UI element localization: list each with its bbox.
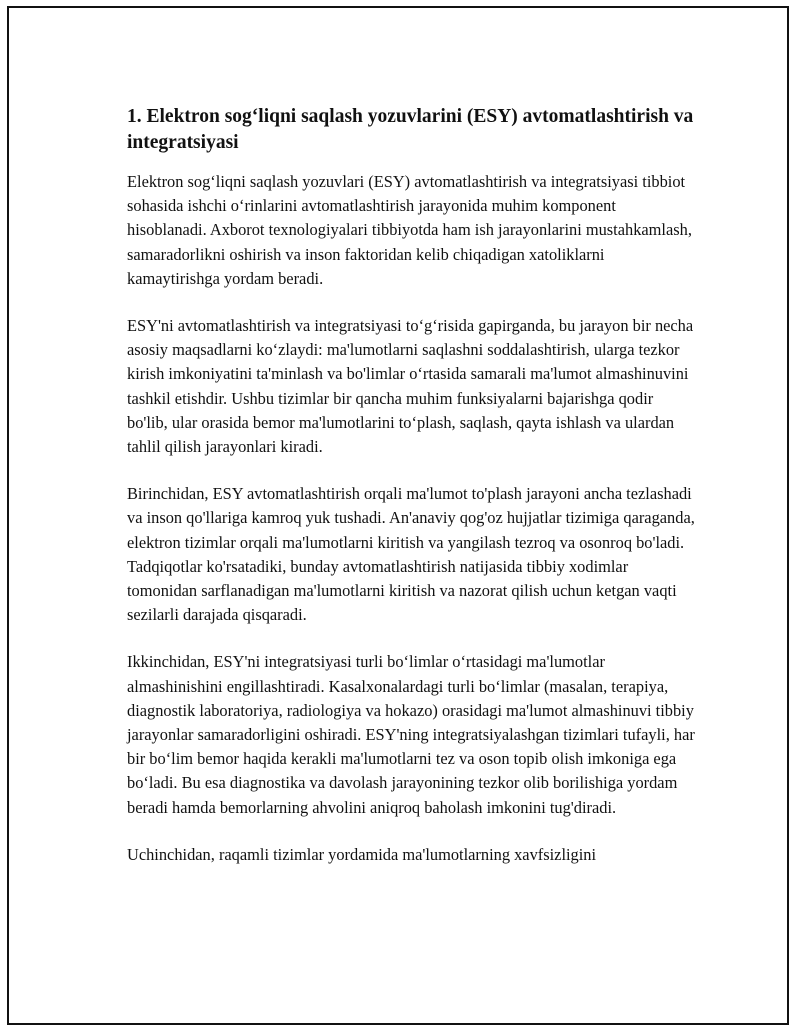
paragraph-first: Birinchidan, ESY avtomatlashtirish orqali ma'lumot to'plash jarayoni ancha tezlashadi va inson qo'llariga kamroq yuk tushadi. An'anaviy qog'oz hujjatlar tizimiga qaraganda, elektron tizimlar orqali ma'lumotlarni kiritish va yangilash tezroq va osonroq bo'ladi. Tadqiqotlar ko'rsatadiki, bunday avtomatlashtirish natijasida tibbiy xodimlar tomonidan sarflanadigan ma'lumotlarni kiritish va nazorat qilish uchun ketgan vaqti sezilarli darajada qisqaradi. (127, 484, 695, 625)
paragraph-third: Uchinchidan, raqamli tizimlar yordamida ma'lumotlarning xavfsizligini (127, 844, 597, 864)
paragraph-goals: ESY'ni avtomatlashtirish va integratsiyasi to‘g‘risida gapirganda, bu jarayon bir necha asosiy maqsadlarni ko‘zlaydi: ma'lumotlarni saqlashni soddalashtirish, ularga tezkor kirish imkoniyatini ta'minlash va bo'limlar o‘rtasida samarali ma'lumot almashinuvini tashkil etishdir. Ushbu tizimlar bir qancha muhim funksiyalarni bajarishga qodir bo'lib, ular orasida bemor ma'lumotlarini to‘plash, saqlash, qayta ishlash va ulardan tahlil qilish jarayonlari kiradi. (127, 316, 694, 457)
section-heading: 1. Elektron sog‘liqni saqlash yozuvlarini (ESY) avtomatlashtirish va integratsiyasi (127, 106, 694, 153)
paragraph-intro: Elektron sog‘liqni saqlash yozuvlari (ESY) avtomatlashtirish va integratsiyasi tibbiot sohasida ishchi o‘rinlarini avtomatlashtirish jarayonida muhim komponent hisoblanadi. Axborot texnologiyalari tibbiyotda ham ish jarayonlarini mustahkamlash, samaradorlikni oshirish va inson faktoridan kelib chiqadigan xatoliklarni kamaytirishga yordam beradi. (127, 172, 692, 288)
paragraph-second: Ikkinchidan, ESY'ni integratsiyasi turli bo‘limlar o‘rtasidagi ma'lumotlar almashinishini engillashtiradi. Kasalxonalardagi turli bo‘limlar (masalan, terapiya, diagnostik laboratoriya, radiologiya va hokazo) orasidagi ma'lumot almashinuvi tibbiy jarayonlar samaradorligini oshiradi. ESY'ning integratsiyalashgan tizimlari tufayli, har bir bo‘lim bemor haqida kerakli ma'lumotlarni tez va oson topib olish imkoniga ega bo‘ladi. Bu esa diagnostika va davolash jarayonining tezkor olib borilishiga yordam beradi hamda bemorlarning ahvolini aniqroq baholash imkonini tug'diradi. (127, 652, 695, 817)
document-body (127, 104, 697, 867)
page-frame (7, 6, 789, 1025)
